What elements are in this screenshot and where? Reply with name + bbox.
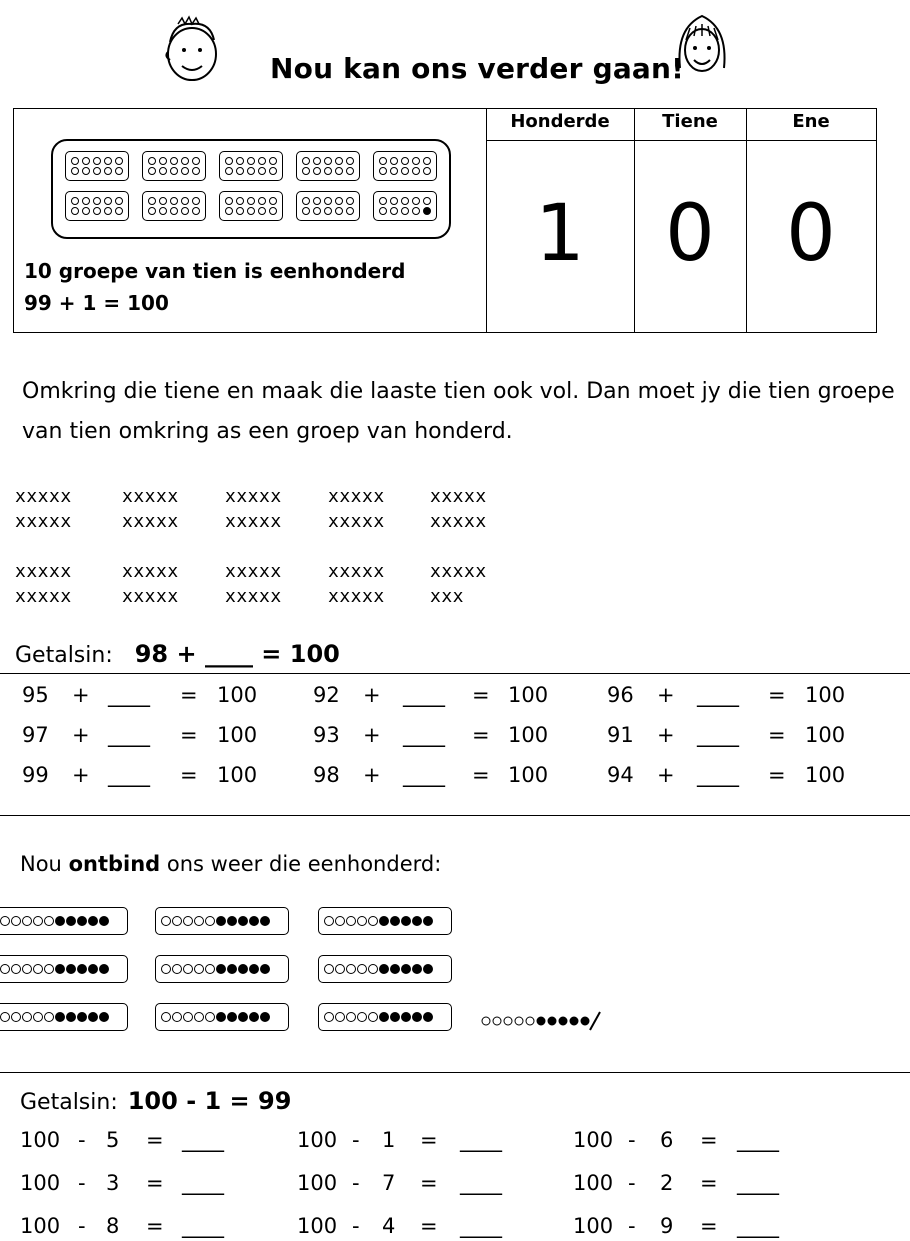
addition-token: 100: [805, 683, 846, 707]
subtraction-token[interactable]: ____: [460, 1128, 502, 1152]
ten-frame: [296, 191, 360, 221]
subtraction-token: 100: [297, 1214, 338, 1238]
x-group: xxxxx: [328, 561, 385, 582]
x-group: xxxxx: [225, 486, 282, 507]
ten-frame: [373, 151, 437, 181]
addition-token: +: [72, 723, 90, 747]
addition-token: 100: [508, 763, 549, 787]
header-honderde: Honderde: [510, 111, 610, 132]
subtraction-token: 6: [660, 1128, 674, 1152]
x-group: xxxxx: [122, 561, 179, 582]
bead-frame: [155, 1003, 289, 1031]
x-group: xxxxx: [328, 586, 385, 607]
subtraction-token[interactable]: ____: [737, 1128, 779, 1152]
digit-tiene: 0: [665, 189, 715, 279]
subtraction-token: -: [78, 1128, 86, 1152]
subtraction-token: -: [628, 1128, 636, 1152]
subtraction-label: Getalsin:: [20, 1090, 118, 1115]
x-group: xxxxx: [225, 561, 282, 582]
addition-token: =: [768, 683, 786, 707]
addition-token: 98: [313, 763, 340, 787]
subtraction-token: =: [146, 1214, 164, 1238]
place-value-box: [13, 108, 877, 333]
subtraction-token[interactable]: ____: [737, 1214, 779, 1238]
subtraction-token: =: [146, 1128, 164, 1152]
ten-frame: [142, 191, 206, 221]
addition-token: +: [657, 683, 675, 707]
x-group: xxxxx: [122, 586, 179, 607]
subtraction-token: 4: [382, 1214, 396, 1238]
caption-equation: 99 + 1 = 100: [24, 291, 169, 315]
x-group: xxxxx: [225, 511, 282, 532]
divider: [0, 1072, 910, 1073]
x-group: xxxxx: [15, 486, 72, 507]
divider: [0, 815, 910, 816]
subtraction-token: 100: [573, 1171, 614, 1195]
addition-token: 100: [217, 763, 258, 787]
subtraction-token[interactable]: ____: [182, 1171, 224, 1195]
subtraction-token[interactable]: ____: [460, 1214, 502, 1238]
bead-frame: [0, 955, 128, 983]
addition-token: 100: [508, 683, 549, 707]
addition-token: 93: [313, 723, 340, 747]
x-group: xxxxx: [122, 486, 179, 507]
subtraction-token: 100: [573, 1128, 614, 1152]
addition-token[interactable]: ____: [403, 723, 445, 747]
loose-beads: [478, 1010, 608, 1032]
header-tiene: Tiene: [662, 111, 718, 132]
subtraction-token: =: [700, 1128, 718, 1152]
addition-token: 99: [22, 763, 49, 787]
ten-frame: [219, 151, 283, 181]
x-group: xxxxx: [122, 511, 179, 532]
x-group: xxxxx: [430, 511, 487, 532]
subtraction-token: 100: [20, 1171, 61, 1195]
addition-example-equation: 98 + ____ = 100: [134, 640, 340, 668]
addition-token: =: [472, 683, 490, 707]
header-ene: Ene: [792, 111, 830, 132]
subtraction-token: 100: [20, 1214, 61, 1238]
ten-frame: [142, 151, 206, 181]
addition-token: +: [72, 763, 90, 787]
subtraction-token: 5: [106, 1128, 120, 1152]
addition-token: =: [472, 723, 490, 747]
bead-frame: [318, 1003, 452, 1031]
subtraction-token: 100: [573, 1214, 614, 1238]
addition-token: 100: [805, 723, 846, 747]
addition-token[interactable]: ____: [108, 763, 150, 787]
bead-frame: [0, 1003, 128, 1031]
subtraction-token: -: [78, 1171, 86, 1195]
x-group: xxxxx: [430, 486, 487, 507]
addition-token: =: [768, 763, 786, 787]
x-group: xxxxx: [15, 586, 72, 607]
addition-token: +: [72, 683, 90, 707]
subtraction-token[interactable]: ____: [737, 1171, 779, 1195]
addition-token: 92: [313, 683, 340, 707]
subtraction-token: 7: [382, 1171, 396, 1195]
subtraction-token: 100: [297, 1171, 338, 1195]
addition-token: 91: [607, 723, 634, 747]
addition-token: =: [472, 763, 490, 787]
addition-token[interactable]: ____: [108, 683, 150, 707]
subtraction-token: 100: [297, 1128, 338, 1152]
addition-token: 96: [607, 683, 634, 707]
subtraction-token: 8: [106, 1214, 120, 1238]
addition-token: 94: [607, 763, 634, 787]
addition-example: [15, 640, 340, 668]
addition-token[interactable]: ____: [403, 763, 445, 787]
subtraction-token: -: [352, 1171, 360, 1195]
addition-token: 95: [22, 683, 49, 707]
ten-frame: [65, 191, 129, 221]
bead-frame: [318, 907, 452, 935]
x-group: xxxxx: [15, 561, 72, 582]
subtraction-token: 9: [660, 1214, 674, 1238]
hundred-frame: [51, 139, 451, 239]
decompose-prefix: Nou: [20, 852, 62, 876]
addition-token: =: [180, 723, 198, 747]
digit-honderde: 1: [535, 189, 585, 279]
x-group: xxx: [430, 586, 465, 607]
addition-token[interactable]: ____: [697, 683, 739, 707]
addition-token: +: [363, 723, 381, 747]
x-group: xxxxx: [430, 561, 487, 582]
subtraction-token: =: [700, 1171, 718, 1195]
x-group: xxxxx: [328, 511, 385, 532]
addition-label: Getalsin:: [15, 643, 113, 668]
bead-frame: [155, 907, 289, 935]
addition-token: +: [657, 723, 675, 747]
addition-token: =: [180, 763, 198, 787]
subtraction-token: -: [352, 1214, 360, 1238]
subtraction-token: -: [628, 1171, 636, 1195]
boy-face-icon: [160, 12, 220, 84]
ten-frame: [296, 151, 360, 181]
addition-token: 100: [217, 723, 258, 747]
decompose-suffix: ons weer die eenhonderd:: [166, 852, 442, 876]
ten-frame: [65, 151, 129, 181]
addition-token: +: [363, 763, 381, 787]
addition-token[interactable]: ____: [697, 723, 739, 747]
addition-token[interactable]: ____: [108, 723, 150, 747]
subtraction-token: =: [146, 1171, 164, 1195]
subtraction-token: -: [352, 1128, 360, 1152]
subtraction-token: =: [420, 1128, 438, 1152]
subtraction-token[interactable]: ____: [460, 1171, 502, 1195]
x-group: xxxxx: [328, 486, 385, 507]
digit-ene: 0: [786, 189, 836, 279]
subtraction-token: -: [628, 1214, 636, 1238]
addition-token[interactable]: ____: [697, 763, 739, 787]
decompose-text: [20, 852, 441, 876]
subtraction-token: -: [78, 1214, 86, 1238]
instruction-text: Omkring die tiene en maak die laaste tien ook vol. Dan moet jy die tien groepe van tien omkring as een groep van honderd.: [22, 379, 895, 444]
x-group: xxxxx: [15, 511, 72, 532]
caption-text: 10 groepe van tien is eenhonderd: [24, 259, 406, 283]
addition-token: +: [657, 763, 675, 787]
addition-token[interactable]: ____: [403, 683, 445, 707]
addition-token: 97: [22, 723, 49, 747]
bead-frame: [318, 955, 452, 983]
x-group: xxxxx: [225, 586, 282, 607]
subtraction-example: [20, 1087, 291, 1115]
subtraction-token: 3: [106, 1171, 120, 1195]
addition-token: =: [180, 683, 198, 707]
subtraction-token: 2: [660, 1171, 674, 1195]
divider: [0, 673, 910, 674]
addition-token: 100: [805, 763, 846, 787]
addition-token: 100: [508, 723, 549, 747]
subtraction-token: 100: [20, 1128, 61, 1152]
ten-frame: [373, 191, 437, 221]
ten-frame: [219, 191, 283, 221]
decompose-bold: ontbind: [68, 852, 161, 876]
subtraction-token: =: [420, 1214, 438, 1238]
subtraction-token: 1: [382, 1128, 396, 1152]
subtraction-token[interactable]: ____: [182, 1128, 224, 1152]
subtraction-token: =: [700, 1214, 718, 1238]
subtraction-example-equation: 100 - 1 = 99: [127, 1087, 292, 1115]
page-title: Nou kan ons verder gaan!: [270, 52, 685, 85]
addition-token: 100: [217, 683, 258, 707]
addition-token: =: [768, 723, 786, 747]
bead-frame: [155, 955, 289, 983]
subtraction-token: =: [420, 1171, 438, 1195]
subtraction-token[interactable]: ____: [182, 1214, 224, 1238]
addition-token: +: [363, 683, 381, 707]
bead-frame: [0, 907, 128, 935]
